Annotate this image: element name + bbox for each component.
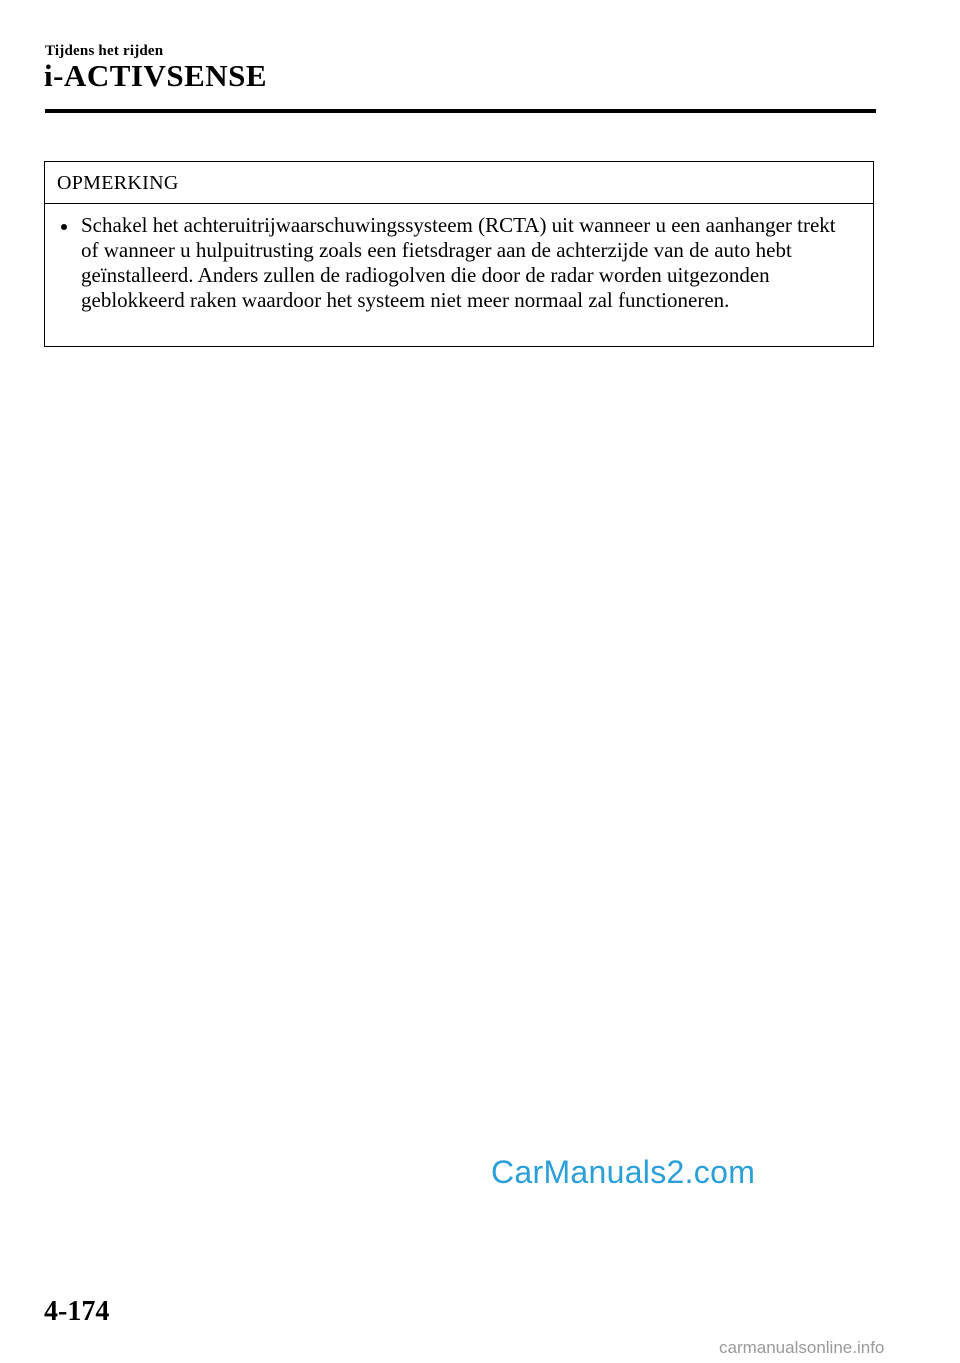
watermark-carmanuals2: CarManuals2.com [491, 1154, 756, 1190]
header-rule [45, 109, 876, 113]
page-number: 4-174 [44, 1296, 110, 1327]
chapter-title: i-ACTIVSENSE [44, 58, 268, 93]
note-bullet-text: Schakel het achteruitrijwaarschuwingssysteem (RCTA) uit wanneer u een aanhanger trekt of wanneer u hulpuitrusting zoals een fietsdrager aan de achterzijde van de auto hebt geïnstalleerd. Anders zullen de radiogolven die door de radar worden uitgezonden geblokkeerd raken waardoor het systeem niet meer normaal zal functioneren. [81, 213, 836, 312]
note-body [45, 204, 873, 313]
section-label: Tijdens het rijden [45, 43, 164, 59]
note-box [44, 161, 874, 347]
bullet-icon [61, 224, 67, 230]
watermark-carmanualsonline: carmanualsonline.info [719, 1338, 885, 1357]
note-title: OPMERKING [45, 162, 873, 204]
